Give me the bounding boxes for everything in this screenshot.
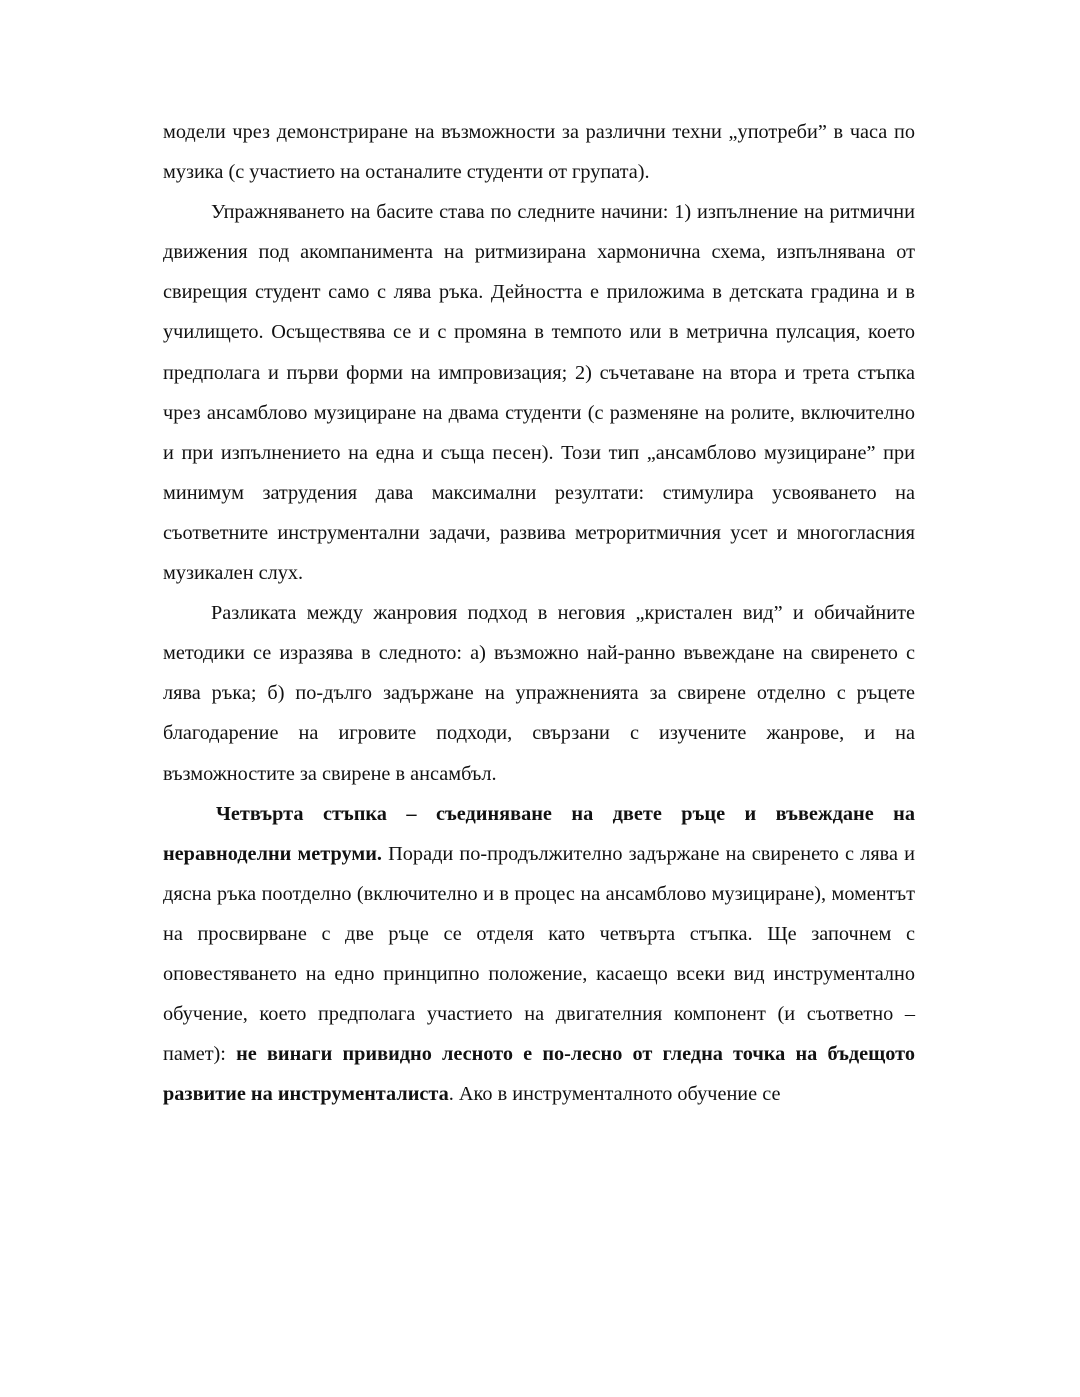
paragraph-4-heading: Четвърта стъпка – съединяване на двете ръце и въвеждане на неравноделни метруми. — [163, 802, 915, 865]
paragraph-4 — [163, 794, 915, 1115]
paragraph-3 — [163, 593, 915, 793]
document-page — [163, 112, 915, 1114]
paragraph-2 — [163, 192, 915, 593]
paragraph-1-text: модели чрез демонстриране на възможности за различни техни „употреби” в часа по музика (с участието на останалите студенти от групата). — [163, 121, 915, 184]
paragraph-4-emphasis: не винаги привидно лесното е по-лесно от гледна точка на бъдещото развитие на инструменталиста — [163, 1043, 916, 1106]
paragraph-3-text: Разликата между жанровия подход в неговия „кристален вид” и обичайните методики се изразява в следното: а) възможно най-ранно въвеждане на свиренето с лява ръка; б) по-дълго задържане на упражненията за свирене отделно с ръцете благодарение на игровите подходи, свързани с изучените жанрове, и на възможностите за свирене в ансамбъл. — [163, 602, 915, 785]
paragraph-4-tail: . Ако в инструменталното обучение се — [448, 1083, 781, 1106]
paragraph-4-text: Поради по-продължително задържане на свиренето с лява и дясна ръка поотделно (включително и в процес на ансамблово музициране), моментът на просвирване с две ръце се отделя като четвърта стъпка. Ще започнем с оповестяването на едно принципно положение, касаещо всеки вид инструментално обучение, което предполага участието на двигателния компонент (и съответно – памет): — [163, 842, 915, 1066]
paragraph-1 — [163, 112, 915, 192]
paragraph-2-text: Упражняването на басите става по следните начини: 1) изпълнение на ритмични движения под акомпанимента на ритмизирана хармонична схема, изпълнявана от свирещия студент само с лява ръка. Дейността е приложима в детската градина и в училището. Осъществява се и с промяна в темпото или в метрична пулсация, което предполага и първи форми на импровизация; 2) съчетаване на втора и трета стъпка чрез ансамблово музициране на двама студенти (с разменяне на ролите, включително и при изпълнението на една и съща песен). Този тип „ансамблово музициране” при минимум затрудения дава максимални резултати: стимулира усвояването на съответните инструментални задачи, развива метроритмичния усет и многогласния музикален слух. — [163, 201, 915, 585]
